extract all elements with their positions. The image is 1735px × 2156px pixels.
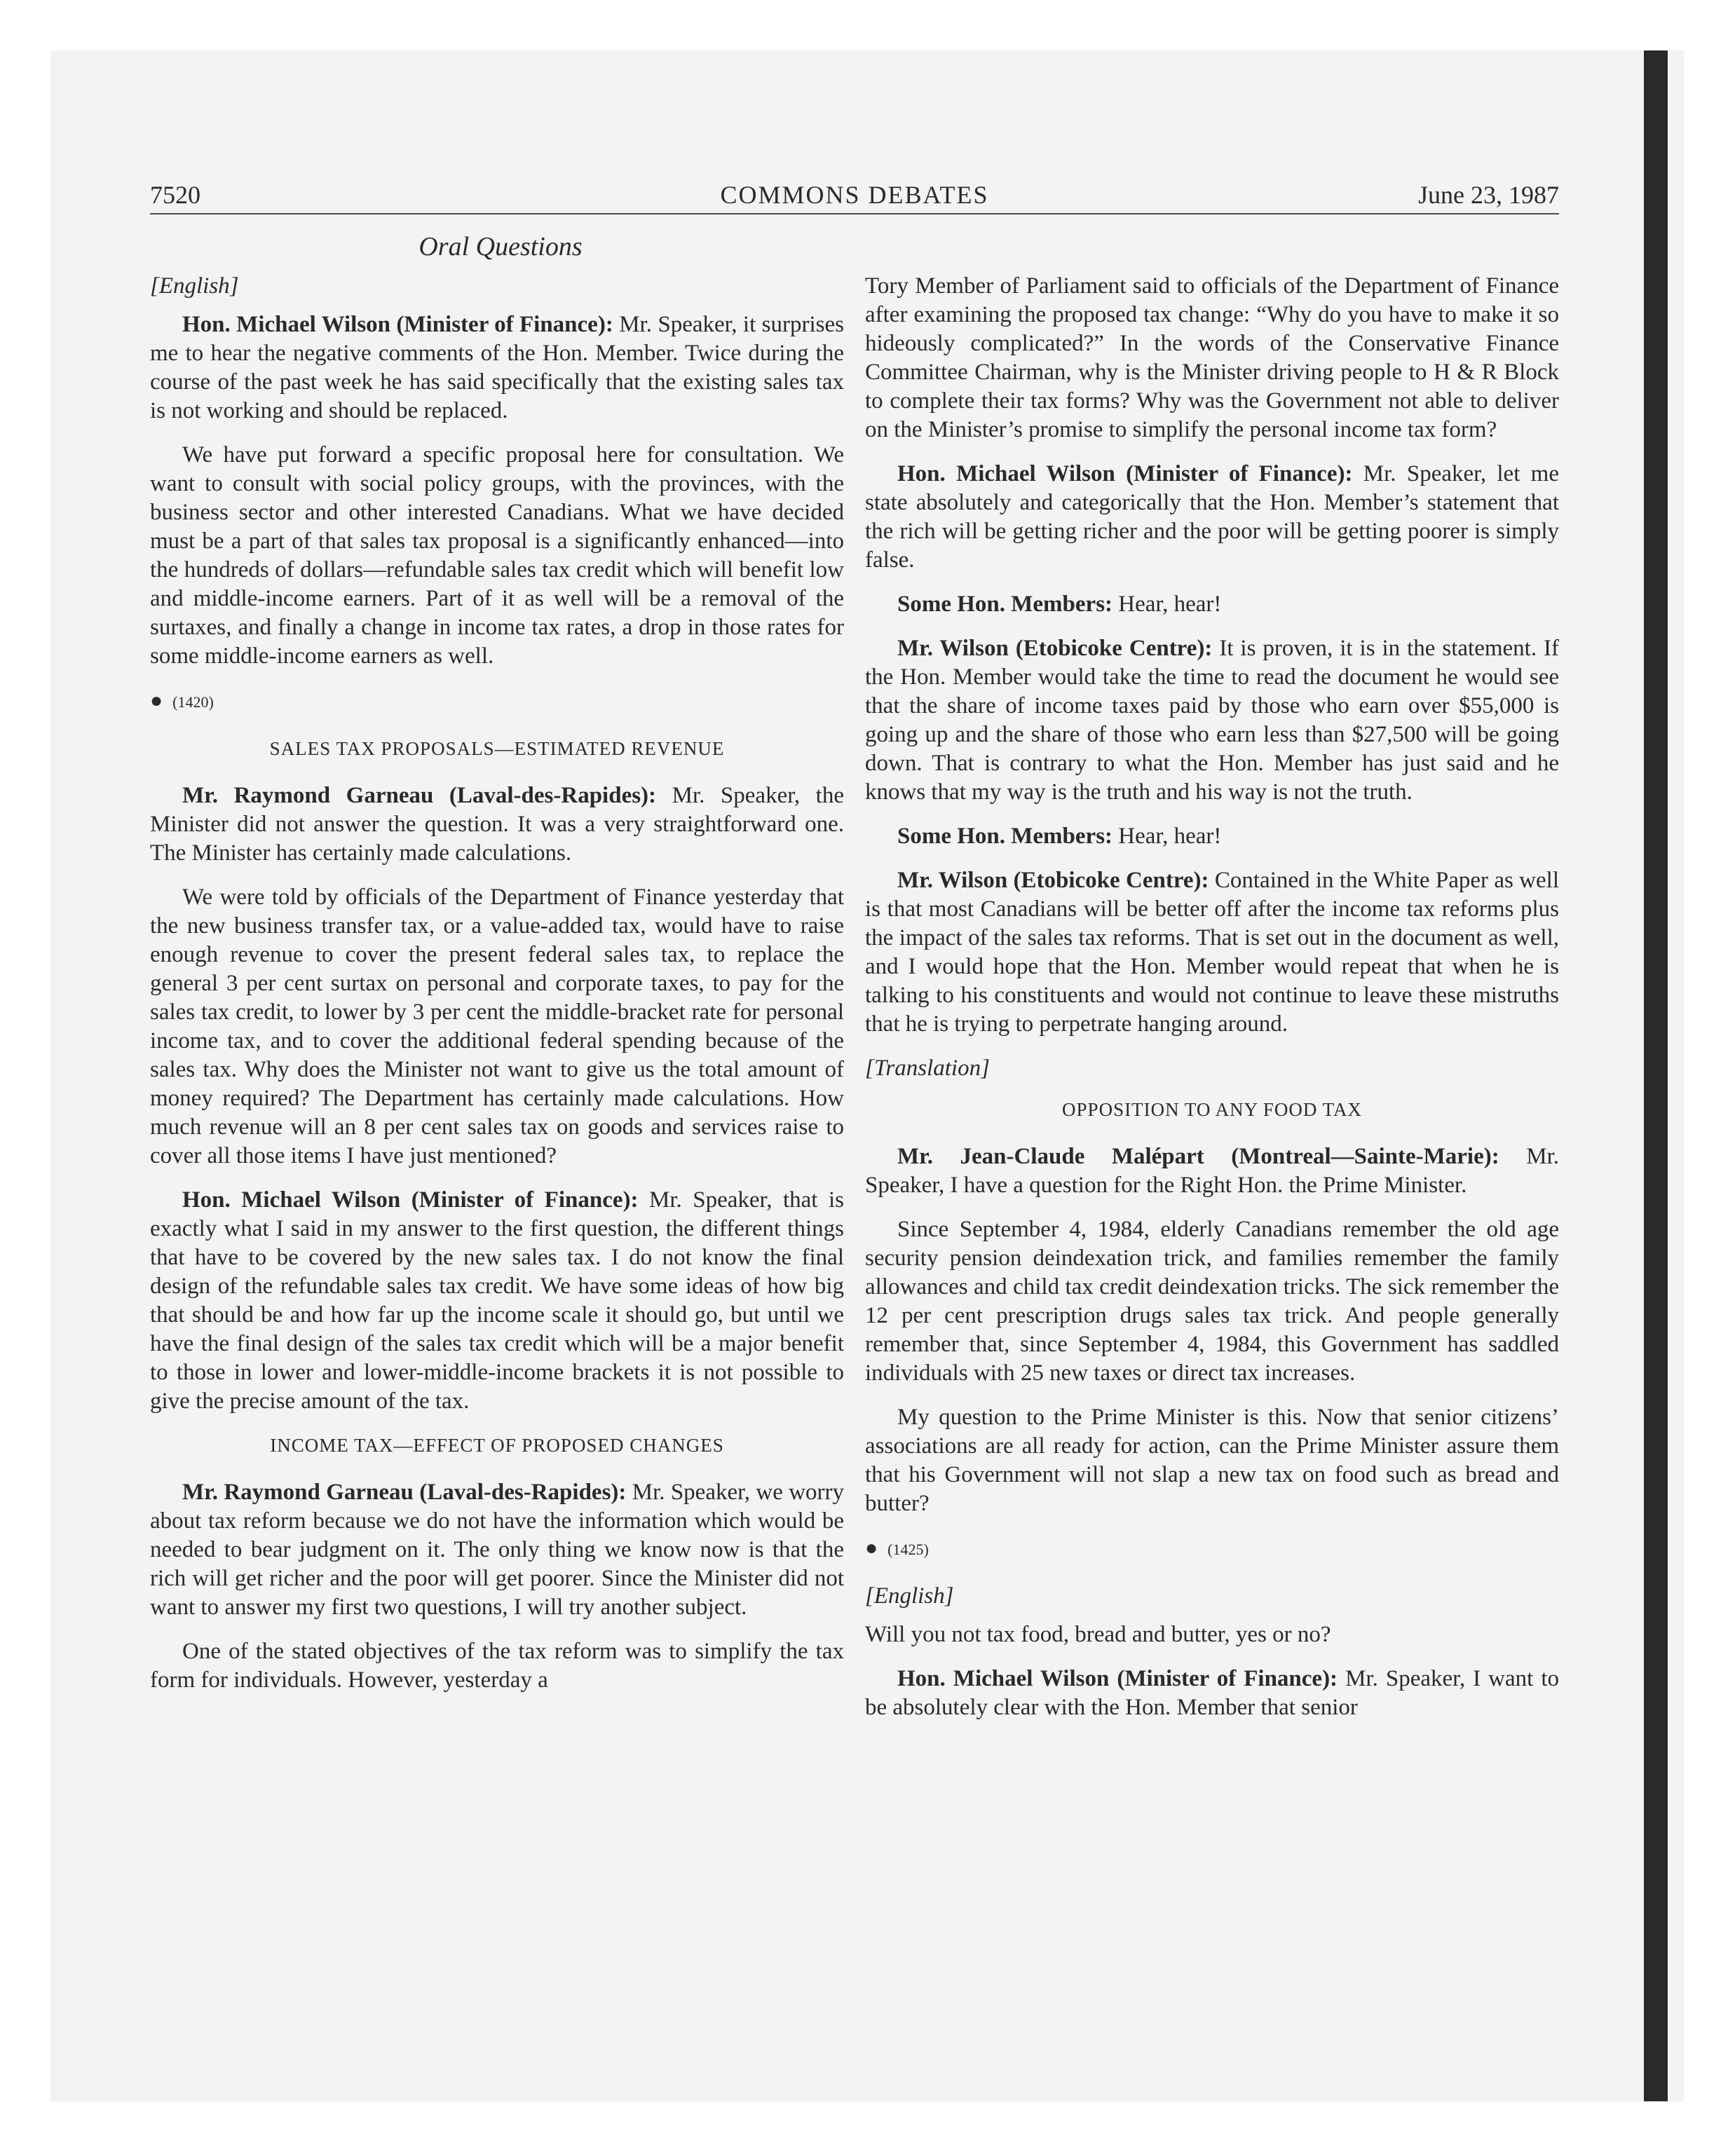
subject-heading: SALES TAX PROPOSALS—ESTIMATED REVENUE <box>269 738 725 759</box>
language-marker: [English] <box>150 273 239 299</box>
speech-paragraph <box>865 866 1559 1039</box>
speech-text: Mr. Speaker, I have a question for the Right Hon. the Prime Minister. <box>865 1144 1559 1198</box>
speech-text: Mr. Speaker, we worry about tax reform because we do not have the information which would be needed to bear judgment on it. The only thing we know now is that the rich will get richer and the poor will get poorer. Since the Minister did not want to answer my first two questions, I will try another subject. <box>150 1480 845 1620</box>
speech-paragraph: We have put forward a specific proposal here for consultation. We want to consult with social policy groups, with the provinces, with the business sector and other interested Canadians. What we have decided must be a part of that sales tax proposal is a significantly enhanced—into the hundreds of dollars—refundable sales tax credit which will benefit low and middle-income earners. Part of it as well will be a removal of the surtaxes, and finally a change in income tax rates, a drop in those rates for some middle-income earners as well. <box>150 442 844 669</box>
speaker-name: Hon. Michael Wilson (Minister of Finance): <box>897 1666 1338 1691</box>
speech-text: Mr. Speaker, let me state absolutely and categorically that the Hon. Member’s statement that the rich will be getting richer and the poor will be getting poorer is simply false. <box>865 461 1559 573</box>
speaker-name: Mr. Jean-Claude Malépart (Montreal—Sainte-Marie): <box>897 1144 1499 1169</box>
speaker-name: Mr. Raymond Garneau (Laval-des-Rapides): <box>182 783 657 808</box>
speech-paragraph <box>865 822 1559 851</box>
bullet-icon: ● <box>150 689 163 712</box>
speech-text: Mr. Speaker, I want to be absolutely clear with the Hon. Member that senior <box>865 1666 1559 1720</box>
speech-paragraph: Since September 4, 1984, elderly Canadians remember the old age security pension deindexation trick, and families remember the family allowances and child tax credit deindexation tricks. The sick remember the 12 per cent prescription drugs sales tax trick. And people generally remember that, since September 4, 1984, this Government has saddled individuals with 25 new taxes or direct tax increases. <box>865 1217 1559 1386</box>
subject-heading: OPPOSITION TO ANY FOOD TAX <box>1062 1099 1362 1120</box>
speech-paragraph <box>150 311 844 425</box>
speech-paragraph <box>865 590 1559 619</box>
language-marker: [Translation] <box>865 1056 990 1081</box>
speech-paragraph <box>150 1186 844 1416</box>
speaker-name: Mr. Wilson (Etobicoke Centre): <box>897 636 1213 661</box>
time-stamp: (1425) <box>887 1541 929 1558</box>
speech-paragraph: Tory Member of Parliament said to officials of the Department of Finance after examining the proposed tax change: “Why do you have to make it so hideously complicated?” In the words of the Conservative Finance Committee Chairman, why is the Minister driving people to H & R Block to complete their tax forms? Why was the Government not able to deliver on the Minister’s promise to simplify the personal income tax form? <box>865 273 1559 442</box>
speaker-name: Mr. Raymond Garneau (Laval-des-Rapides): <box>182 1480 627 1505</box>
subject-heading: INCOME TAX—EFFECT OF PROPOSED CHANGES <box>270 1435 724 1456</box>
speaker-name: Hon. Michael Wilson (Minister of Finance): <box>182 1187 639 1213</box>
journal-title: COMMONS DEBATES <box>720 181 989 209</box>
speaker-name: Some Hon. Members: <box>897 592 1113 617</box>
issue-date: June 23, 1987 <box>1418 181 1559 209</box>
speech-paragraph <box>150 1478 844 1622</box>
scan-edge-strip <box>1644 50 1668 2101</box>
left-column <box>150 272 844 1710</box>
time-marker <box>150 686 844 716</box>
speech-paragraph <box>865 1665 1559 1722</box>
speaker-name: Hon. Michael Wilson (Minister of Finance): <box>182 312 613 337</box>
speech-paragraph: We were told by officials of the Department of Finance yesterday that the new business transfer tax, or a value-added tax, would have to raise enough revenue to cover the present federal sales tax, to replace the general 3 per cent surtax on personal and corporate taxes, to pay for the sales tax credit, to lower by 3 per cent the middle-bracket rate for personal income tax, and to cover the additional federal spending because of the sales tax. Why does the Minister not want to give us the total amount of money required? The Department has certainly made calculations. How much revenue will an 8 per cent sales tax on goods and services raise to cover all those items I have just mentioned? <box>150 885 844 1168</box>
speaker-name: Hon. Michael Wilson (Minister of Finance): <box>897 461 1353 486</box>
speaker-name: Mr. Wilson (Etobicoke Centre): <box>897 868 1209 893</box>
speech-paragraph: One of the stated objectives of the tax reform was to simplify the tax form for individuals. However, yesterday a <box>150 1639 844 1693</box>
time-marker <box>865 1534 1559 1564</box>
speech-text: Contained in the White Paper as well is that most Canadians will be better off after the income tax reforms plus the impact of the sales tax reforms. That is set out in the document as well, and I would hope that the Hon. Member would repeat that when he is talking to his constituents and would not continue to leave these mistruths that he is trying to perpetrate hanging around. <box>865 868 1559 1037</box>
speech-paragraph <box>865 1142 1559 1200</box>
language-marker: [English] <box>865 1583 954 1609</box>
speaker-name: Some Hon. Members: <box>897 824 1113 849</box>
right-column <box>865 272 1559 1738</box>
bullet-icon: ● <box>865 1536 878 1560</box>
time-stamp: (1420) <box>172 693 214 711</box>
speech-paragraph <box>150 782 844 868</box>
speech-text: Hear, hear! <box>1113 592 1222 617</box>
page-number: 7520 <box>150 181 200 209</box>
speech-paragraph <box>865 634 1559 807</box>
speech-paragraph <box>865 460 1559 575</box>
speech-text: Hear, hear! <box>1113 824 1222 849</box>
speech-paragraph: My question to the Prime Minister is this. Now that senior citizens’ associations are all ready for action, can the Prime Minister assure them that his Government will not slap a new tax on food such as bread and butter? <box>865 1405 1559 1516</box>
speech-paragraph: Will you not tax food, bread and butter, yes or no? <box>865 1622 1331 1647</box>
page-header <box>150 181 1559 214</box>
speech-text: Mr. Speaker, it surprises me to hear the negative comments of the Hon. Member. Twice during the course of the past week he has said specifically that the existing sales tax is not working and should be replaced. <box>150 312 844 423</box>
speech-text: It is proven, it is in the statement. If the Hon. Member would take the time to read the document he would see that the share of income taxes paid by those who earn over $55,000 is going up and the share of those who earn less than $27,500 will be going down. That is contrary to what the Hon. Member has just said and he knows that my way is the truth and his way is not the truth. <box>865 636 1560 805</box>
section-title: Oral Questions <box>419 232 583 261</box>
speech-text: Mr. Speaker, the Minister did not answer the question. It was a very straightforward one. The Minister has certainly made calculations. <box>150 783 844 866</box>
speech-text: Mr. Speaker, that is exactly what I said in my answer to the first question, the different things that have to be covered by the new sales tax. I do not know the final design of the refundable sales tax credit. We have some ideas of how big that should be and how far up the income scale it should go, but until we have the final design of the sales tax credit which will be a major benefit to those in lower and lower-middle-income brackets it is not possible to give the precise amount of the tax. <box>150 1187 844 1414</box>
